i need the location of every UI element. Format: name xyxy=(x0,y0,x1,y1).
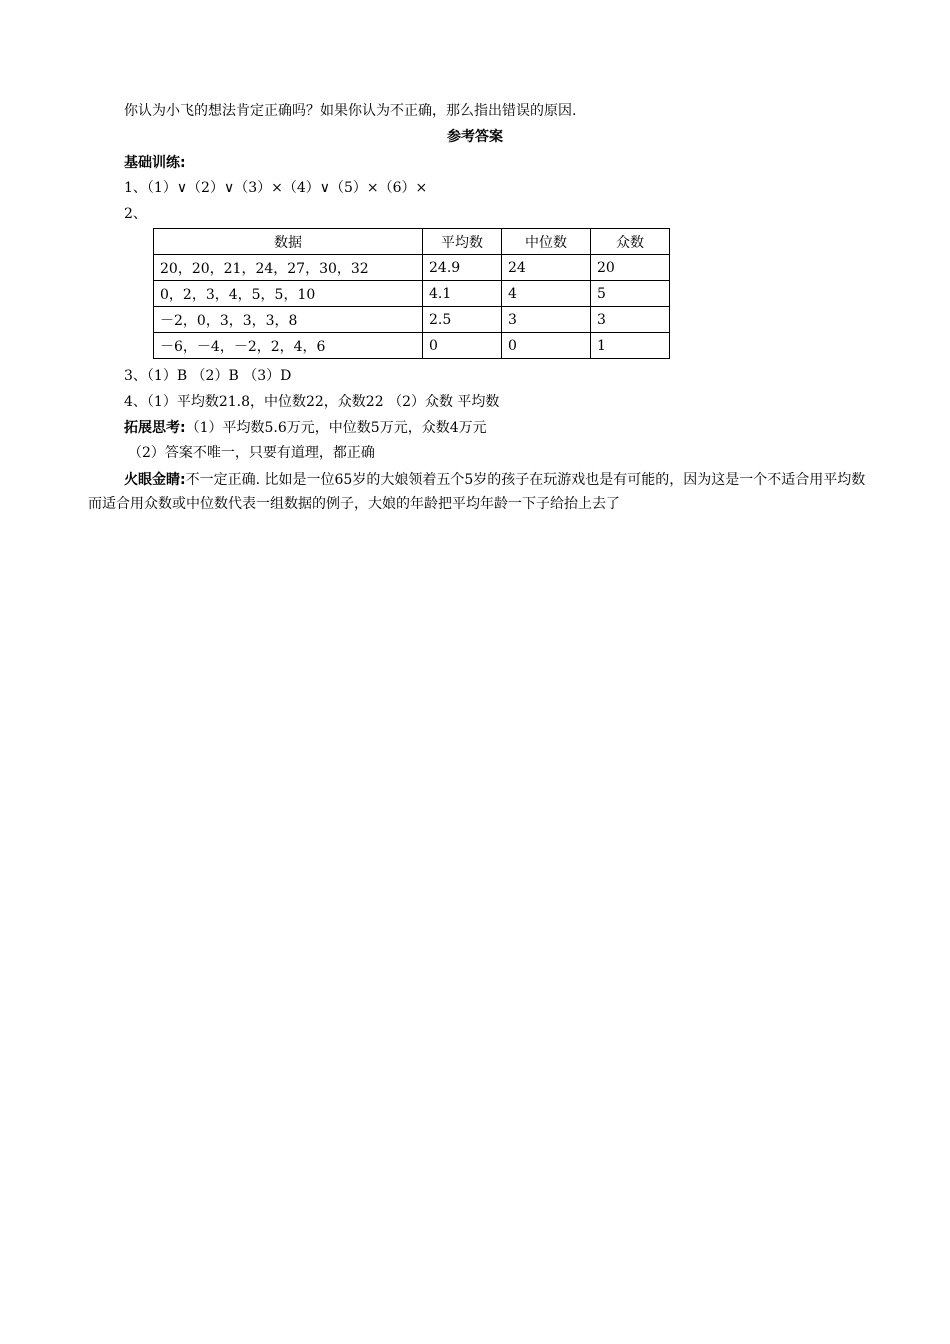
table-header-row xyxy=(154,229,670,255)
extension-line-1 xyxy=(124,418,487,438)
intro-question: 你认为小飞的想法肯定正确吗？如果你认为不正确，那么指出错误的原因. xyxy=(124,103,577,119)
basic-training-heading: 基础训练: xyxy=(124,155,186,171)
table-cell: 0 xyxy=(502,333,591,359)
table-cell: 5 xyxy=(591,281,670,307)
table-cell: 0，2，3，4，5，5，10 xyxy=(154,281,423,307)
table-row xyxy=(154,281,670,307)
answer-item-1: 1、（1）∨（2）∨（3）×（4）∨（5）×（6）× xyxy=(124,180,428,196)
table-cell: 24.9 xyxy=(423,255,502,281)
table-cell: 3 xyxy=(502,307,591,333)
table-cell: 0 xyxy=(423,333,502,359)
table-cell: 4.1 xyxy=(423,281,502,307)
table-cell: 24 xyxy=(502,255,591,281)
sharp-eyes-heading: 火眼金睛: xyxy=(124,472,186,488)
table-row xyxy=(154,307,670,333)
table-header-mean: 平均数 xyxy=(423,229,502,255)
table-row xyxy=(154,255,670,281)
statistics-table xyxy=(153,228,670,359)
table-cell: －2，0，3，3，3，8 xyxy=(154,307,423,333)
table-cell: 20 xyxy=(591,255,670,281)
table-cell: 2.5 xyxy=(423,307,502,333)
extension-heading: 拓展思考: xyxy=(124,420,186,436)
table-header-data: 数据 xyxy=(154,229,423,255)
answer-item-4: 4、（1）平均数21.8，中位数22，众数22 （2）众数 平均数 xyxy=(124,394,500,410)
table-row xyxy=(154,333,670,359)
table-cell: 20，20，21，24，27，30，32 xyxy=(154,255,423,281)
table-cell: 1 xyxy=(591,333,670,359)
table-cell: 4 xyxy=(502,281,591,307)
table-cell: －6，－4，－2，2，4，6 xyxy=(154,333,423,359)
answer-title: 参考答案 xyxy=(447,129,503,145)
sharp-eyes-paragraph xyxy=(88,468,868,516)
table-header-mode: 众数 xyxy=(591,229,670,255)
answer-item-3: 3、（1）B （2）B （3）D xyxy=(124,368,292,384)
table-header-median: 中位数 xyxy=(502,229,591,255)
extension-part-1: （1）平均数5.6万元，中位数5万元，众数4万元 xyxy=(185,420,487,436)
table-cell: 3 xyxy=(591,307,670,333)
sharp-eyes-text: 不一定正确. 比如是一位65岁的大娘领着五个5岁的孩子在玩游戏也是有可能的，因为这是一个不适合用平均数而适合用众数或中位数代表一组数据的例子，大娘的年龄把平均年龄一下子给抬上去了 xyxy=(88,472,866,512)
extension-part-2: （2）答案不唯一，只要有道理，都正确 xyxy=(128,445,375,461)
answer-item-2-label: 2、 xyxy=(124,206,147,222)
